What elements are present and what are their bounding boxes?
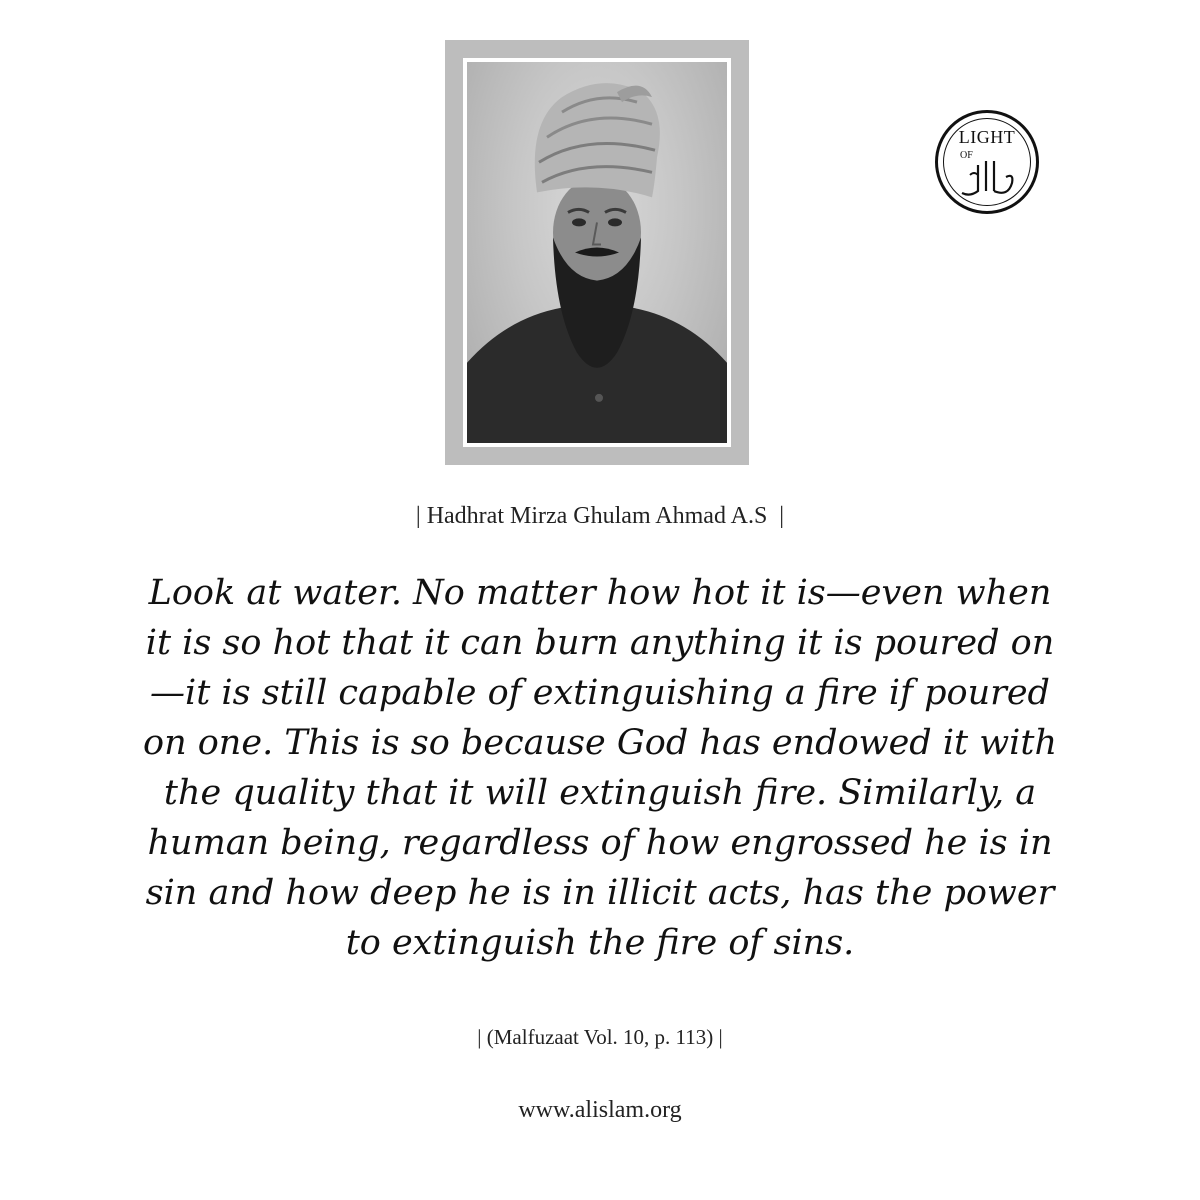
quote-text	[120, 568, 1080, 968]
author-name: | Hadhrat Mirza Ghulam Ahmad A.S |	[415, 503, 785, 529]
website-link[interactable]: www.alislam.org	[518, 1097, 682, 1123]
portrait-frame	[445, 40, 749, 465]
light-of-allah-logo	[935, 110, 1039, 214]
quote-line: to extinguish the fire of sins.	[345, 923, 855, 963]
portrait-illustration	[467, 62, 727, 443]
quote-line: on one. This is so because God has endowed it with	[143, 723, 1057, 763]
logo-of-text: OF	[960, 150, 973, 161]
quote-line: —it is still capable of extinguishing a fire if poured	[150, 673, 1050, 713]
quote-line: the quality that it will extinguish fire. Similarly, a	[163, 773, 1037, 813]
portrait-mat	[463, 58, 731, 447]
quote-line: it is so hot that it can burn anything it is poured on	[145, 623, 1055, 663]
citation: | (Malfuzaat Vol. 10, p. 113) |	[477, 1025, 723, 1049]
quote-line: human being, regardless of how engrossed he is in	[147, 823, 1053, 863]
allah-calligraphy-icon	[956, 153, 1020, 201]
quote-line: sin and how deep he is in illicit acts, has the power	[145, 873, 1055, 913]
portrait-photo	[467, 62, 727, 443]
quote-line: Look at water. No matter how hot it is—even when	[148, 573, 1052, 613]
logo-light-text: LIGHT	[958, 127, 1016, 147]
